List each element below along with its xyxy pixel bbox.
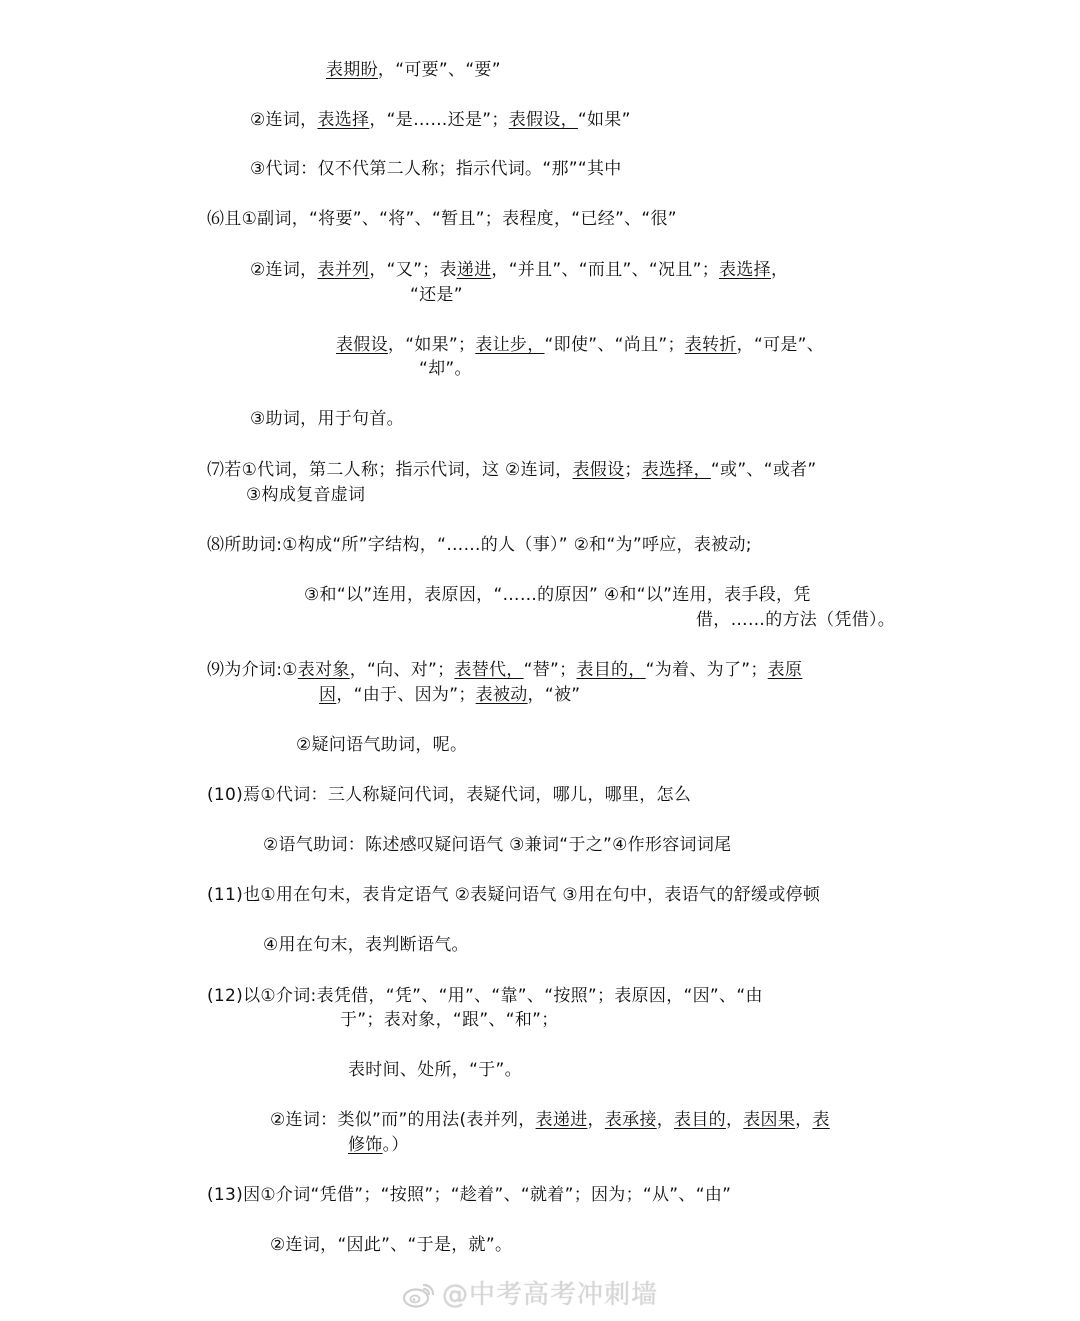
- text-segment: “如果”: [577, 110, 631, 130]
- text-segment: ，: [725, 1110, 744, 1130]
- text-segment: (11)也①用在句末，表肯定语气 ②表疑问语气 ③用在句中，表语气的舒缓或停顿: [207, 885, 821, 905]
- text-segment: ③构成复音虚词: [246, 485, 366, 505]
- underlined-term: 表替代，: [454, 660, 524, 680]
- underlined-term: 表选择: [719, 260, 771, 280]
- text-line: [250, 108, 631, 132]
- text-line: [207, 658, 802, 682]
- text-line: [326, 58, 501, 82]
- text-segment: ②连词，: [250, 260, 318, 280]
- text-segment: ⑻所助词:①构成“所”字结构，“……的人（事）” ②和“为”呼应，表被动;: [207, 535, 752, 555]
- text-segment: (13)因①介词“凭借”；“按照”；“趁着”、“就着”；因为；“从”、“由”: [207, 1185, 732, 1205]
- text-segment: ；: [624, 460, 642, 480]
- text-segment: ，: [770, 260, 789, 280]
- text-line: [270, 1233, 512, 1257]
- underlined-term: 表假设: [572, 460, 625, 480]
- text-line: [207, 783, 691, 807]
- text-segment: ，“并且”、“而且”、“况且”；: [491, 260, 720, 280]
- watermark-text: @中考高考冲刺墙: [442, 1280, 659, 1310]
- underlined-term: 表选择，: [641, 460, 711, 480]
- underlined-term: 表被动: [475, 685, 528, 705]
- text-segment: “替”；: [523, 660, 577, 680]
- weibo-logo-icon: [402, 1281, 436, 1309]
- underlined-term: 表假设: [336, 335, 388, 355]
- underlined-term: 修饰: [348, 1135, 383, 1155]
- underlined-term: 表目的: [674, 1110, 726, 1130]
- underlined-term: 表目的，: [576, 660, 646, 680]
- underlined-term: 表原: [767, 660, 803, 680]
- text-line: [296, 733, 467, 757]
- text-segment: ，“可要”、“要”: [377, 60, 501, 80]
- text-line: [250, 258, 788, 282]
- text-segment: “或”、“或者”: [710, 460, 817, 480]
- text-segment: ，: [795, 1110, 813, 1130]
- text-segment: ，“如果”；: [387, 335, 476, 355]
- text-line: [319, 683, 580, 707]
- text-segment: 表时间、处所，“于”。: [348, 1060, 522, 1080]
- underlined-term: 表: [812, 1110, 830, 1130]
- text-segment: ②连词，: [250, 110, 318, 130]
- text-segment: ②连词：类似”而”的用法(表并列，: [270, 1110, 536, 1130]
- underlined-term: 因: [319, 685, 337, 705]
- text-line: [336, 333, 824, 357]
- text-segment: ，“向、对”；: [349, 660, 455, 680]
- text-line: [270, 1108, 830, 1132]
- underlined-term: 表递进: [535, 1110, 588, 1130]
- underlined-term: 表对象: [297, 660, 350, 680]
- text-line: [348, 1058, 522, 1082]
- text-segment: “即使”、“尚且”；: [544, 335, 685, 355]
- underlined-term: 表期盼: [326, 60, 378, 80]
- text-segment: ，“由于、因为”；: [336, 685, 476, 705]
- text-segment: ⑺若①代词，第二人称；指示代词，这 ②连词，: [207, 460, 573, 480]
- text-line: [207, 1183, 731, 1207]
- text-segment: 借，……的方法（凭借）。: [696, 610, 896, 630]
- text-segment: ，: [656, 1110, 675, 1130]
- text-line: [410, 283, 463, 307]
- text-line: [696, 608, 895, 632]
- underlined-term: 表假设，: [508, 110, 578, 130]
- text-segment: “却”。: [419, 359, 472, 379]
- text-segment: ④用在句末，表判断语气。: [263, 935, 469, 955]
- text-segment: 。）: [382, 1135, 409, 1155]
- underlined-term: 表因果: [743, 1110, 796, 1130]
- text-segment: ②语气助词：陈述感叹疑问语气 ③兼词“于之”④作形容词词尾: [263, 835, 732, 855]
- text-segment: ③和“以”连用，表原因，“……的原因” ④和“以”连用，表手段，凭: [304, 585, 811, 605]
- text-line: [207, 984, 763, 1008]
- text-segment: ，“又”；表: [369, 260, 457, 280]
- text-line: [250, 407, 404, 431]
- text-line: [304, 583, 811, 607]
- text-segment: ，“是……还是”；: [369, 110, 509, 130]
- underlined-term: 表让步，: [475, 335, 545, 355]
- text-segment: ⑹且①副词，“将要”、“将”、“暂且”；表程度，“已经”、“很”: [207, 209, 677, 229]
- text-segment: (12)以①介词:表凭借，“凭”、“用”、“靠”、“按照”；表原因，“因”、“由: [207, 986, 763, 1006]
- text-segment: ，“被”: [527, 685, 581, 705]
- text-line: [207, 883, 820, 907]
- text-segment: ③助词，用于句首。: [250, 409, 404, 429]
- text-segment: ，“可是”、: [736, 335, 825, 355]
- text-segment: “还是”: [410, 285, 463, 305]
- text-line: [348, 1133, 409, 1157]
- text-segment: 于”；表对象，“跟”、“和”；: [340, 1010, 559, 1030]
- text-line: [340, 1008, 559, 1032]
- text-segment: ②连词，“因此”、“于是，就”。: [270, 1235, 513, 1255]
- text-line: [246, 483, 365, 507]
- underlined-term: 表并列: [317, 260, 370, 280]
- text-line: [207, 458, 817, 482]
- text-segment: ②疑问语气助词，呢。: [296, 735, 468, 755]
- underlined-term: 表选择: [317, 110, 370, 130]
- underlined-term: 表转折: [684, 335, 737, 355]
- text-line: [419, 357, 472, 381]
- text-segment: ③代词：仅不代第二人称；指示代词。“那”“其中: [250, 159, 622, 179]
- underlined-term: 递进: [456, 260, 492, 280]
- text-segment: ，: [587, 1110, 605, 1130]
- text-line: [207, 533, 752, 557]
- text-line: [263, 833, 731, 857]
- text-line: [250, 157, 622, 181]
- text-segment: ⑼为介词:①: [207, 660, 298, 680]
- underlined-term: 表承接: [604, 1110, 657, 1130]
- text-line: [263, 933, 469, 957]
- text-segment: (10)焉①代词：三人称疑问代词，表疑代词，哪儿，哪里，怎么: [207, 785, 692, 805]
- text-segment: “为着、为了”；: [645, 660, 768, 680]
- text-line: [207, 207, 677, 231]
